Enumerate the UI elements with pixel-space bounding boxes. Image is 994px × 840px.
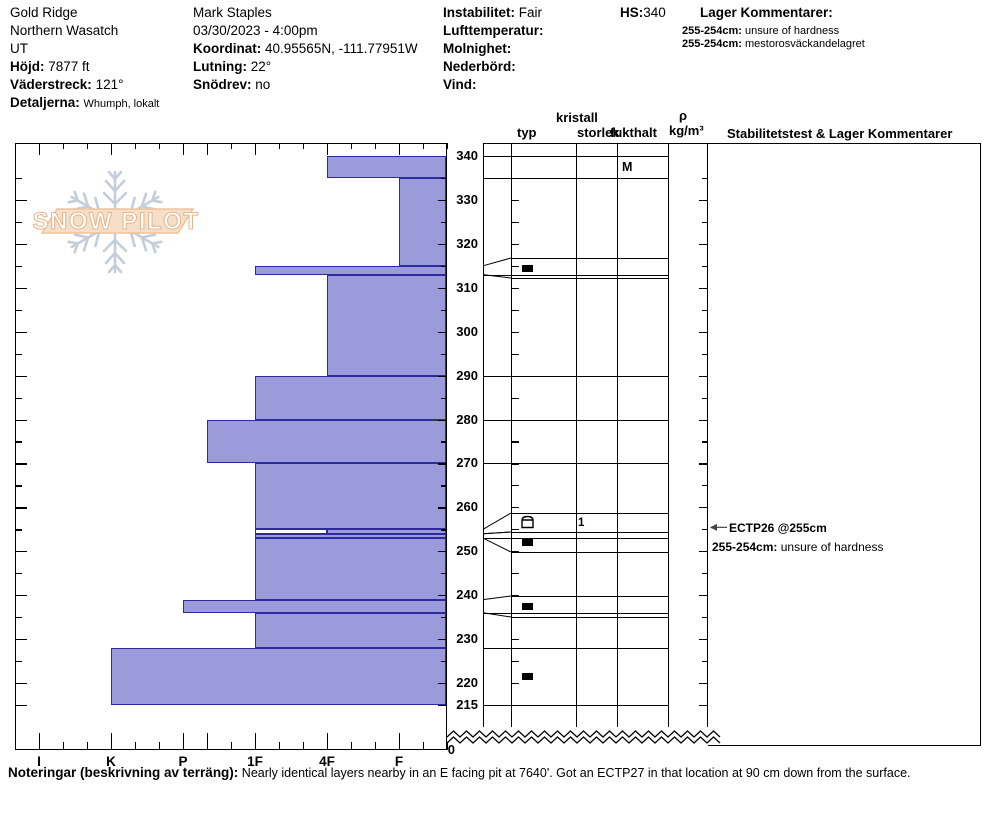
depth-axis-label: 230	[456, 631, 478, 647]
hs-value: 340	[643, 5, 666, 20]
crystal-header: kristall	[556, 110, 598, 125]
wind-label: Vind:	[443, 77, 477, 92]
type-column-header: typ	[517, 125, 537, 140]
depth-axis-label: 260	[456, 499, 478, 515]
observation-datetime: 03/30/2023 - 4:00pm	[193, 23, 318, 38]
observer-name: Mark Staples	[193, 5, 272, 20]
depth-axis-label: 340	[456, 148, 478, 163]
hardness-axis-label: K	[106, 754, 116, 769]
density-symbol-header: ρ	[679, 108, 688, 123]
funnel-connector-top	[483, 258, 511, 266]
depth-axis-label: 330	[456, 191, 478, 207]
site-name: Gold Ridge	[10, 5, 78, 20]
funnel-connector-bottom	[483, 613, 511, 617]
hardness-axis-label: I	[37, 754, 41, 769]
mountain-range: Northern Wasatch	[10, 23, 119, 38]
details-value: Whumph, lokalt	[83, 98, 160, 110]
funnel-connector-bottom	[483, 538, 511, 552]
funnel-connector-bottom	[483, 275, 511, 278]
depth-axis-label: 215	[456, 697, 478, 712]
layer-comment-1: 255-254cm: unsure of hardness	[682, 25, 840, 37]
layer-comments-header: Lager Kommentarer:	[700, 5, 833, 20]
grain-size-value: 1	[578, 516, 585, 529]
coordinates-label: Koordinat:	[193, 41, 262, 56]
coordinates-value: 40.95565N, -111.77951W	[265, 41, 418, 56]
depth-axis-label: 220	[456, 675, 478, 691]
state: UT	[10, 41, 28, 56]
instability-value: Fair	[518, 5, 543, 20]
notes-label: Noteringar (beskrivning av terräng):	[8, 765, 239, 780]
stability-test-result: ECTP26 @255cm	[729, 521, 827, 536]
depth-axis-label: 250	[456, 543, 478, 559]
layer-comment-2: 255-254cm: mestorosväckandelagret	[682, 38, 865, 50]
depth-axis-label: 320	[456, 235, 478, 251]
aspect-value: 121°	[95, 77, 124, 92]
notes-line	[8, 765, 911, 780]
slope-label: Lutning:	[193, 59, 247, 74]
hardness-axis-label: 4F	[319, 754, 335, 769]
funnel-connector-top	[483, 596, 511, 600]
depth-break-zigzag-2	[447, 737, 720, 743]
moisture-column-header: fukthalt	[610, 125, 657, 140]
logo-text: SNOW PILOT	[32, 208, 200, 235]
details-label: Detaljerna:	[10, 95, 80, 110]
hardness-axis-label: 1F	[247, 754, 263, 769]
drifting-label: Snödrev:	[193, 77, 252, 92]
precip-label: Nederbörd:	[443, 59, 516, 74]
sky-label: Molnighet:	[443, 41, 512, 56]
stability-arrow-head	[710, 524, 717, 531]
aspect-label: Väderstreck:	[10, 77, 92, 92]
notes-text: Nearly identical layers nearby in an E facing pit at 7640'. Got an ECTP27 in that location at 90 cm down from the surface.	[241, 766, 911, 780]
depth-axis-label: 310	[456, 279, 478, 295]
funnel-connector-top	[483, 513, 511, 529]
depth-axis-label: 290	[456, 367, 478, 383]
elevation-label: Höjd:	[10, 59, 45, 74]
depth-axis-break-label: 0	[447, 742, 455, 757]
funnel-connector-top	[483, 532, 511, 534]
elevation-value: 7877 ft	[48, 59, 90, 74]
hardness-axis-label: F	[394, 754, 404, 769]
drifting-value: no	[255, 77, 271, 92]
density-unit-header: kg/m³	[669, 123, 704, 138]
air-temp-label: Lufttemperatur:	[443, 23, 544, 38]
depth-axis-label: 240	[456, 587, 478, 603]
hs-label: HS:	[620, 5, 644, 20]
hardness-axis-label: P	[178, 754, 188, 769]
depth-break-zigzag-1	[447, 731, 720, 737]
grain-type-depth-hoar-symbol	[522, 517, 533, 528]
stability-layer-comment-range: 255-254cm:	[712, 540, 778, 555]
slope-value: 22°	[250, 59, 272, 74]
depth-axis-label: 270	[456, 455, 478, 471]
depth-axis-label: 280	[456, 411, 478, 427]
instability-label: Instabilitet:	[443, 5, 516, 20]
stability-layer-comment-text: unsure of hardness	[777, 540, 884, 555]
moisture-value: M	[622, 160, 633, 174]
size-column-header: storlek	[577, 125, 620, 140]
depth-axis-label: 300	[456, 323, 478, 339]
stability-column-header: Stabilitetstest & Lager Kommentarer	[727, 126, 953, 141]
